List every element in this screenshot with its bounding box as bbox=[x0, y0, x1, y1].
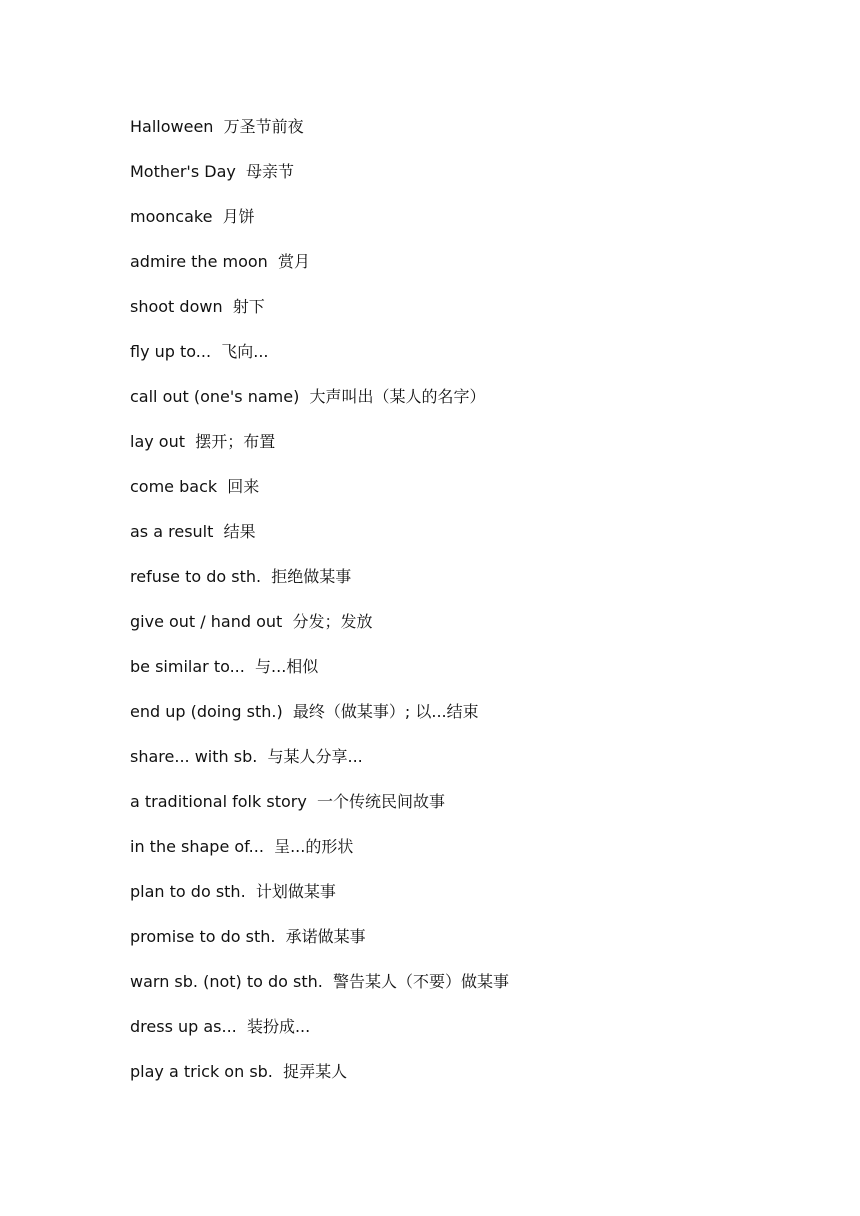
list-item bbox=[130, 517, 509, 562]
english-phrase: Halloween bbox=[130, 117, 214, 136]
english-phrase: promise to do sth. bbox=[130, 927, 276, 946]
list-item bbox=[130, 247, 509, 292]
chinese-meaning: 与某人分享... bbox=[267, 747, 363, 766]
chinese-meaning: 月饼 bbox=[222, 207, 255, 226]
list-item bbox=[130, 697, 509, 742]
chinese-meaning: 计划做某事 bbox=[255, 882, 336, 901]
english-phrase: shoot down bbox=[130, 297, 223, 316]
english-phrase: play a trick on sb. bbox=[130, 1062, 273, 1081]
list-item bbox=[130, 157, 509, 202]
chinese-meaning: 拒绝做某事 bbox=[271, 567, 352, 586]
chinese-meaning: 飞向... bbox=[221, 342, 269, 361]
list-item bbox=[130, 877, 509, 922]
chinese-meaning: 母亲节 bbox=[246, 162, 295, 181]
english-phrase: warn sb. (not) to do sth. bbox=[130, 972, 323, 991]
chinese-meaning: 摆开；布置 bbox=[195, 432, 276, 451]
list-item bbox=[130, 562, 509, 607]
chinese-meaning: 结果 bbox=[223, 522, 256, 541]
list-item bbox=[130, 472, 509, 517]
english-phrase: share... with sb. bbox=[130, 747, 258, 766]
list-item bbox=[130, 1057, 509, 1102]
list-item bbox=[130, 787, 509, 832]
list-item bbox=[130, 967, 509, 1012]
english-phrase: lay out bbox=[130, 432, 186, 451]
chinese-meaning: 赏月 bbox=[277, 252, 310, 271]
list-item bbox=[130, 832, 509, 877]
chinese-meaning: 万圣节前夜 bbox=[223, 117, 304, 136]
english-phrase: call out (one's name) bbox=[130, 387, 300, 406]
english-phrase: come back bbox=[130, 477, 218, 496]
english-phrase: a traditional folk story bbox=[130, 792, 307, 811]
list-item bbox=[130, 112, 509, 157]
chinese-meaning: 大声叫出（某人的名字） bbox=[309, 387, 486, 406]
english-phrase: Mother's Day bbox=[130, 162, 236, 181]
chinese-meaning: 承诺做某事 bbox=[285, 927, 366, 946]
list-item bbox=[130, 607, 509, 652]
chinese-meaning: 与...相似 bbox=[255, 657, 319, 676]
list-item bbox=[130, 292, 509, 337]
chinese-meaning: 最终（做某事）; 以...结束 bbox=[292, 702, 479, 721]
list-item bbox=[130, 1012, 509, 1057]
english-phrase: refuse to do sth. bbox=[130, 567, 262, 586]
chinese-meaning: 呈...的形状 bbox=[274, 837, 354, 856]
list-item bbox=[130, 922, 509, 967]
english-phrase: as a result bbox=[130, 522, 214, 541]
list-item bbox=[130, 202, 509, 247]
english-phrase: fly up to... bbox=[130, 342, 212, 361]
vocabulary-list bbox=[130, 112, 509, 1102]
chinese-meaning: 警告某人（不要）做某事 bbox=[333, 972, 510, 991]
chinese-meaning: 回来 bbox=[227, 477, 260, 496]
english-phrase: mooncake bbox=[130, 207, 213, 226]
english-phrase: plan to do sth. bbox=[130, 882, 246, 901]
english-phrase: admire the moon bbox=[130, 252, 268, 271]
chinese-meaning: 分发；发放 bbox=[292, 612, 373, 631]
english-phrase: be similar to... bbox=[130, 657, 245, 676]
chinese-meaning: 装扮成... bbox=[246, 1017, 311, 1036]
english-phrase: end up (doing sth.) bbox=[130, 702, 283, 721]
list-item bbox=[130, 382, 509, 427]
english-phrase: give out / hand out bbox=[130, 612, 283, 631]
chinese-meaning: 一个传统民间故事 bbox=[316, 792, 445, 811]
english-phrase: dress up as... bbox=[130, 1017, 237, 1036]
list-item bbox=[130, 427, 509, 472]
chinese-meaning: 捉弄某人 bbox=[283, 1062, 348, 1081]
list-item bbox=[130, 742, 509, 787]
english-phrase: in the shape of... bbox=[130, 837, 264, 856]
list-item bbox=[130, 337, 509, 382]
list-item bbox=[130, 652, 509, 697]
chinese-meaning: 射下 bbox=[232, 297, 265, 316]
